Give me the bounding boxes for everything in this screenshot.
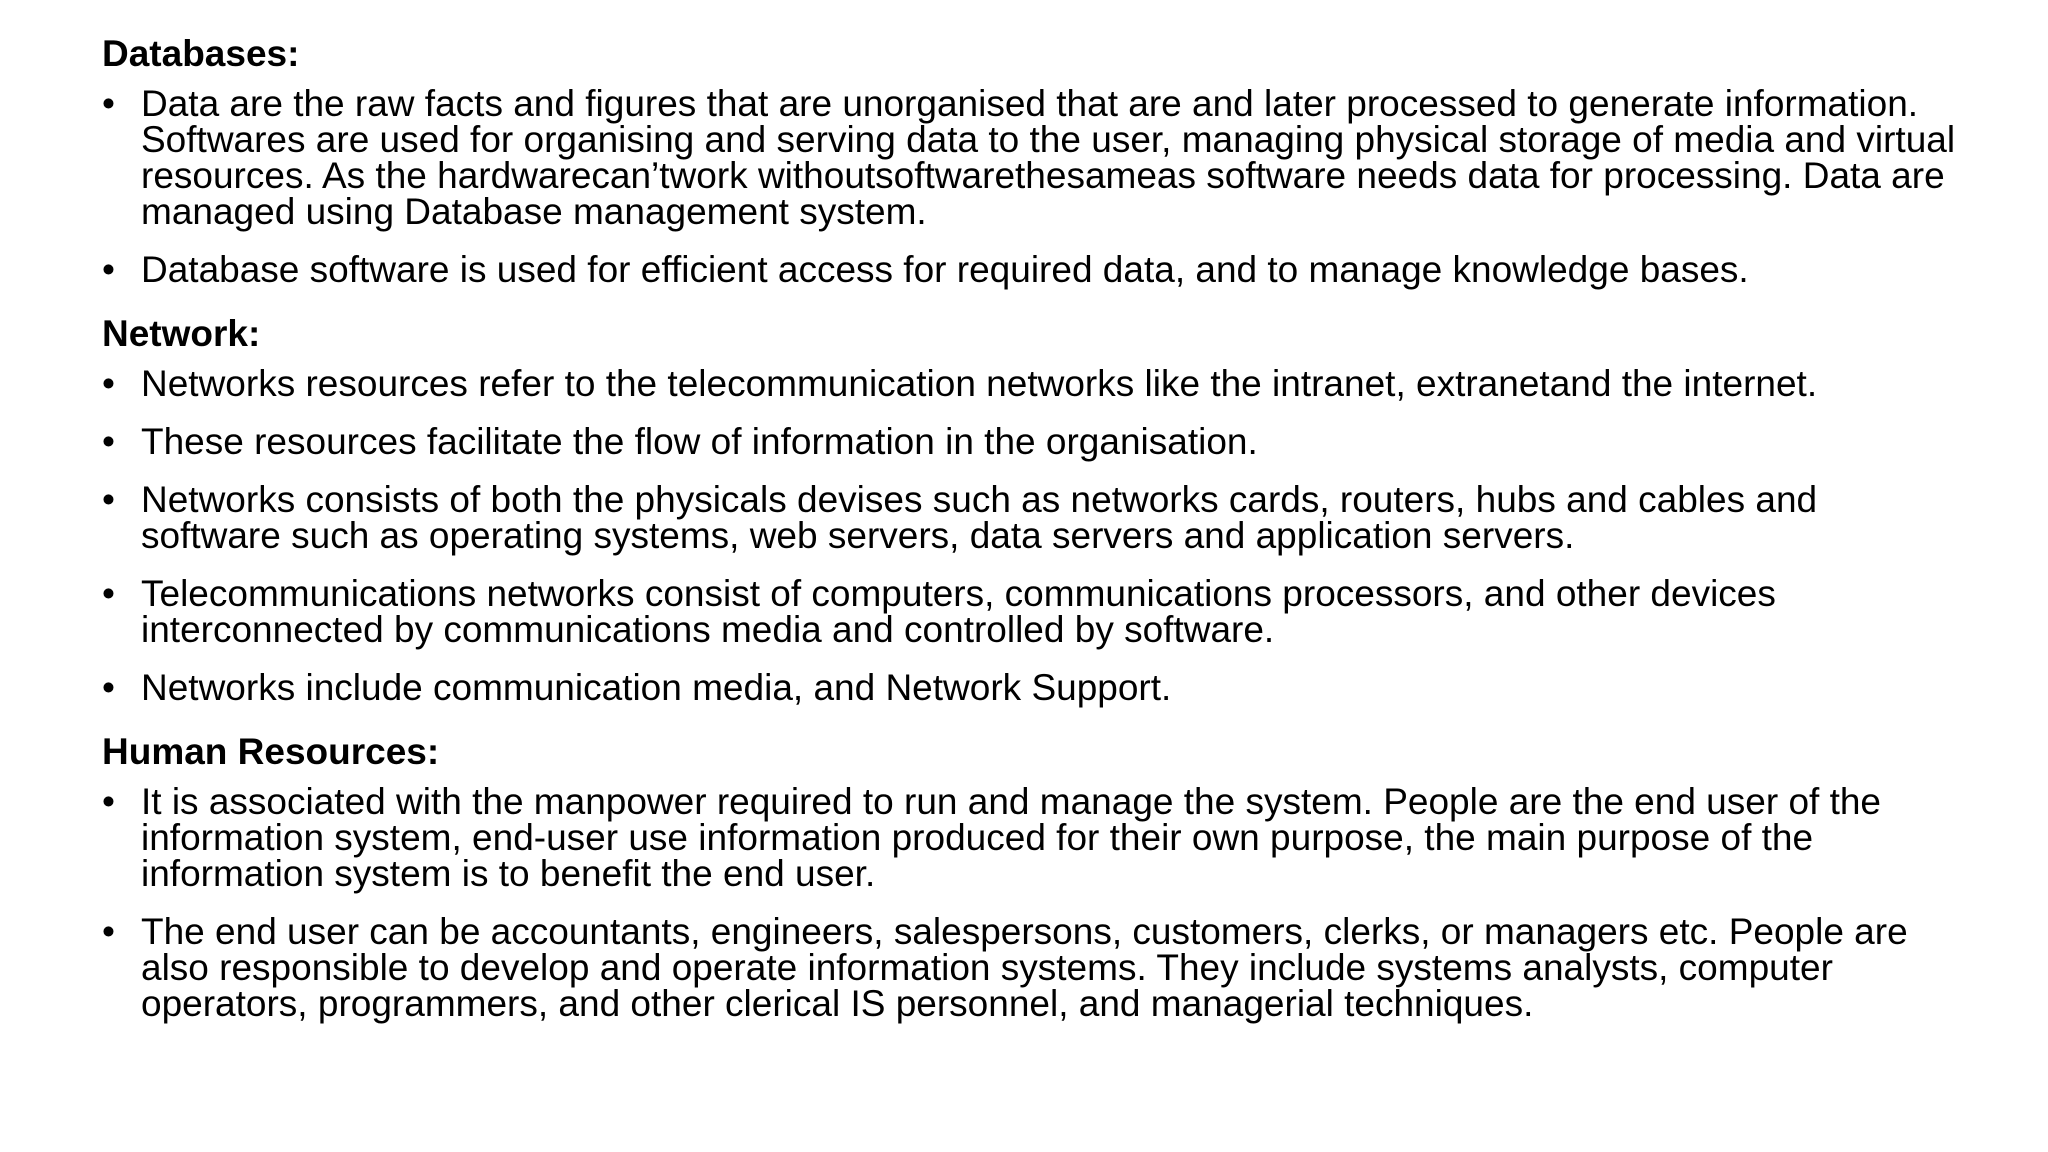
bullet-list bbox=[102, 83, 1962, 290]
bullet-text: Telecommunications networks consist of computers, communications processors, and other devices interconnected by communications media and controlled by software. bbox=[141, 573, 1776, 650]
bullet-text: Data are the raw facts and figures that are unorganised that are and later processed to generate information. Softwares are used for organising and serving data to the user, managing physical storage of media and virtual resources. As the hardwarecan’twork withoutsoftwarethesameas software needs data for processing. Data are managed using Database management system. bbox=[141, 83, 1956, 232]
section-heading: Network: bbox=[102, 313, 261, 354]
bullet-text: These resources facilitate the flow of information in the organisation. bbox=[141, 421, 1258, 462]
bullet-item bbox=[102, 667, 1962, 708]
bullet-icon: • bbox=[102, 911, 115, 952]
bullet-icon: • bbox=[102, 479, 115, 520]
bullet-list bbox=[102, 363, 1962, 708]
section-heading: Human Resources: bbox=[102, 731, 440, 772]
bullet-icon: • bbox=[102, 781, 115, 822]
bullet-item bbox=[102, 363, 1962, 404]
bullet-list bbox=[102, 781, 1962, 1024]
bullet-item bbox=[102, 249, 1962, 290]
bullet-text: Networks resources refer to the telecommunication networks like the intranet, extranetand the internet. bbox=[141, 363, 1818, 404]
bullet-item bbox=[102, 573, 1962, 650]
bullet-icon: • bbox=[102, 421, 115, 462]
bullet-icon: • bbox=[102, 573, 115, 614]
bullet-text: It is associated with the manpower required to run and manage the system. People are the end user of the information system, end-user use information produced for their own purpose, the main purpose of the information system is to benefit the end user. bbox=[141, 781, 1882, 894]
section-human-resources bbox=[102, 728, 1962, 1022]
bullet-text: Database software is used for efficient access for required data, and to manage knowledge bases. bbox=[141, 249, 1749, 290]
bullet-icon: • bbox=[102, 667, 115, 708]
section-databases bbox=[102, 30, 1962, 288]
bullet-text: The end user can be accountants, engineers, salespersons, customers, clerks, or managers etc. People are also responsible to develop and operate information systems. They include systems analysts, computer operators, programmers, and other clerical IS personnel, and managerial techniques. bbox=[141, 911, 1908, 1024]
bullet-item bbox=[102, 479, 1962, 556]
slide-content bbox=[102, 30, 1962, 1044]
bullet-text: Networks consists of both the physicals devises such as networks cards, routers, hubs and cables and software such as operating systems, web servers, data servers and application servers. bbox=[141, 479, 1818, 556]
bullet-item bbox=[102, 421, 1962, 462]
bullet-icon: • bbox=[102, 249, 115, 290]
bullet-item bbox=[102, 83, 1962, 232]
bullet-text: Networks include communication media, and Network Support. bbox=[141, 667, 1172, 708]
bullet-item bbox=[102, 911, 1962, 1024]
bullet-item bbox=[102, 781, 1962, 894]
section-heading: Databases: bbox=[102, 33, 300, 74]
section-network bbox=[102, 310, 1962, 706]
bullet-icon: • bbox=[102, 83, 115, 124]
bullet-icon: • bbox=[102, 363, 115, 404]
